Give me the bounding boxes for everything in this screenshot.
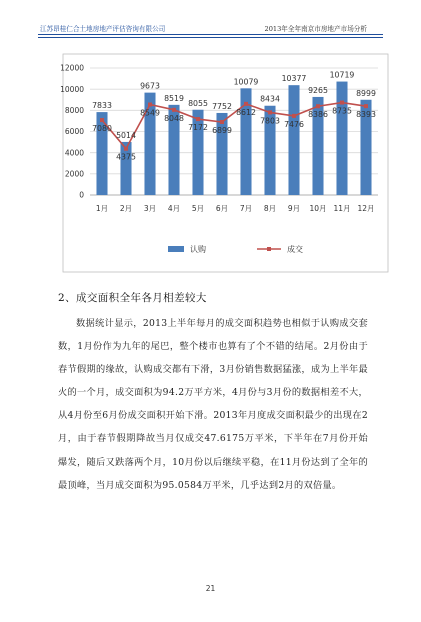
line-point-2 <box>124 147 128 151</box>
y-tick-label: 4000 <box>64 148 84 158</box>
legend-label-line: 成交 <box>287 245 303 254</box>
x-tick-label: 5月 <box>191 204 205 213</box>
x-tick-label: 3月 <box>143 204 157 213</box>
line-value-label: 8612 <box>236 107 256 117</box>
line-value-label: 8393 <box>356 110 376 120</box>
x-tick-label: 9月 <box>287 204 301 213</box>
bar-value-label: 10377 <box>281 74 307 84</box>
legend-marker-line <box>267 247 271 251</box>
bar-value-label: 7833 <box>92 101 112 111</box>
line-point-4 <box>172 108 176 112</box>
bar-value-label: 9673 <box>140 81 160 91</box>
section-title: 2、成交面积全年各月相差较大 <box>58 292 207 304</box>
line-point-9 <box>292 114 296 118</box>
bar-value-label: 9265 <box>308 85 328 95</box>
bar-value-label: 8434 <box>260 94 280 104</box>
line-value-label: 7172 <box>188 123 208 133</box>
bar-value-label: 10719 <box>329 70 355 80</box>
x-tick-label: 11月 <box>333 204 351 213</box>
line-value-label: 7476 <box>284 119 304 129</box>
x-tick-label: 2月 <box>119 204 133 213</box>
y-tick-label: 2000 <box>64 169 84 179</box>
bar-value-label: 10079 <box>233 77 259 87</box>
y-tick-label: 6000 <box>64 127 84 137</box>
line-value-label: 4375 <box>116 152 136 162</box>
line-value-label: 8549 <box>140 108 160 118</box>
line-point-10 <box>316 104 320 108</box>
chart-legend <box>168 244 303 254</box>
y-tick-label: 10000 <box>60 84 84 94</box>
bar-value-label: 8999 <box>356 88 376 98</box>
line-point-5 <box>196 117 200 121</box>
line-value-label: 8735 <box>332 106 352 116</box>
y-axis <box>60 64 84 200</box>
bar-value-label: 8519 <box>164 93 184 103</box>
legend-swatch-bar <box>168 246 184 252</box>
y-tick-label: 12000 <box>60 63 84 73</box>
x-tick-label: 8月 <box>263 204 277 213</box>
line-point-7 <box>244 102 248 106</box>
line-point-12 <box>364 104 368 108</box>
line-point-6 <box>220 120 224 124</box>
line-value-label: 6899 <box>212 125 232 135</box>
header-report-title: 2013年全年南京市房地产市场分析 <box>264 25 367 33</box>
line-point-11 <box>340 101 344 105</box>
bar-value-label: 5014 <box>116 130 136 140</box>
bar-11 <box>336 82 347 195</box>
legend-label-bar: 认购 <box>190 245 206 254</box>
bar-9 <box>288 85 299 195</box>
x-axis <box>96 204 375 213</box>
header-company: 江苏昂桂仁合土地房地产评估咨询有限公司 <box>40 25 166 33</box>
page-number: 21 <box>205 584 216 593</box>
line-value-label: 8048 <box>164 113 184 123</box>
line-value-label: 8386 <box>308 110 328 120</box>
x-tick-label: 6月 <box>215 204 229 213</box>
line-point-1 <box>100 118 104 122</box>
x-tick-label: 4月 <box>167 204 181 213</box>
line-point-8 <box>268 110 272 114</box>
x-tick-label: 1月 <box>95 204 109 213</box>
monthly-chart <box>0 0 421 280</box>
x-tick-label: 12月 <box>357 204 375 213</box>
bar-labels <box>92 71 376 140</box>
line-value-label: 7080 <box>92 124 112 134</box>
y-tick-label: 0 <box>79 190 84 200</box>
y-tick-label: 8000 <box>64 105 84 115</box>
bar-series <box>96 82 371 195</box>
line-value-label: 7803 <box>260 116 280 126</box>
bar-value-label: 7752 <box>212 101 232 111</box>
line-point-3 <box>148 103 152 107</box>
x-tick-label: 7月 <box>239 204 253 213</box>
x-tick-label: 10月 <box>309 204 327 213</box>
body-paragraph: 数据统计显示，2013上半年每月的成交面积趋势也相似于认购成交套数，1月份作为九年的尾巴，整个楼市也算有了个不错的结尾。2月份由于春节假期的缘故，认购成交都有下滑，3月份销售数据猛涨，成为上半年最火的一个月，成交面积为94.2万平方米，4月份与3月份的数据相差不大，从4月份至6月份成交面积开始下滑。2013年月度成交面积最少的出现在2月，由于春节假期降故当月仅成交47.6175万平米，下半年在7月份开始爆发，随后又跌落两个月，10月份以后继续平稳，在11月份达到了全年的最顶峰，当月成交面积为95.0584万平米，几乎达到2月的双倍量。 <box>58 318 368 491</box>
bar-value-label: 8055 <box>188 98 208 108</box>
